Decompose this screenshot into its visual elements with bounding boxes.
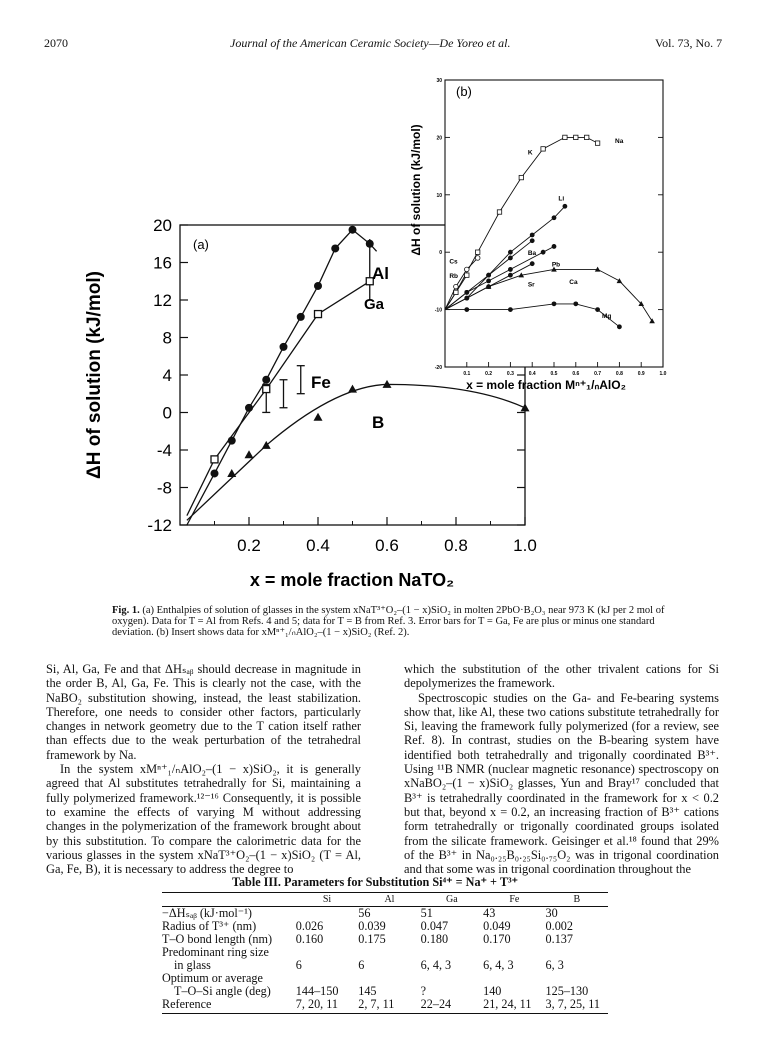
data-point-pb (552, 244, 557, 249)
data-point-pb (486, 279, 491, 284)
al-data-point (228, 437, 236, 445)
y-tick-label: 12 (153, 291, 172, 310)
data-point-na (595, 141, 599, 145)
table-cell: 0.026 (295, 919, 324, 933)
series-label-fe: Fe (311, 373, 331, 392)
x-tick-label: 1.0 (659, 371, 667, 377)
table-cell: 43 (483, 906, 496, 920)
data-point-li (508, 250, 513, 255)
y-tick-label: 8 (162, 328, 172, 348)
panel-a-ylabel: ΔH of solution (kJ/mol) (84, 271, 105, 479)
paragraph: Si, Al, Ga, Fe and that ΔHₛₐᵦ should decrease in magnitude in the order B, Al, Ga, Fe. This is clearly not the case, with the NaBO₂ substitution showing, instead, the least stabilization. Therefore, one needs to consider other factors, particularly changes in network geometry due to the T cation itself rather than effects due to the weak perturbation of the tetrahedral framework by Na. (46, 662, 361, 762)
table-cell: 6 (358, 958, 365, 972)
caption-text: (a) Enthalpies of solution of glasses in the system xNaT³⁺O₂–(1 − x)SiO₂ in molten 2PbO·B₂O₃ near 973 K (kJ per 2 mol of oxygen). Data for T = Al from Refs. 4 and 5; data for T = B from Ref. 3. Error bars for T = Ga, Fe are plus or minus one standard deviation. (b) Insert shows data for xMⁿ⁺₁/ₙAlO₂–(1 − x)SiO₂ (Ref. 2). (112, 605, 665, 638)
table-cell (296, 907, 358, 921)
table-cell: T–O–Si angle (deg) (174, 984, 271, 998)
data-point-pb (508, 267, 513, 272)
x-tick-label: 0.5 (550, 371, 558, 377)
table-cell: 0.047 (420, 919, 449, 933)
parameters-table (162, 892, 608, 1014)
data-point-sr (464, 296, 469, 301)
data-point-k (541, 147, 545, 151)
data-point-mg (552, 301, 557, 306)
series-label-li: Li (558, 195, 565, 203)
table-iii (162, 875, 608, 1014)
table-cell: 0.039 (358, 919, 386, 933)
ga-data-point (211, 456, 218, 463)
data-point-cs (454, 284, 459, 289)
table-column-header: Ga (421, 893, 483, 907)
data-point-mg (508, 307, 513, 312)
figure-caption (112, 605, 672, 638)
data-point-mg (617, 324, 622, 329)
panel-b-ylabel: ΔH of solution (kJ/mol) (409, 124, 423, 256)
data-point-ba (530, 238, 535, 243)
b-data-point (348, 385, 357, 393)
al-data-point (245, 404, 253, 412)
series-label-b: B (372, 413, 385, 432)
table-cell: Radius of T³⁺ (nm) (162, 919, 257, 933)
series-label-sr: Sr (527, 281, 535, 289)
data-point-k (563, 135, 567, 139)
table-cell: 145 (358, 984, 377, 998)
x-tick-label: 0.8 (615, 371, 623, 377)
table-cell: Reference (162, 998, 296, 1014)
table-column-header: Al (358, 893, 420, 907)
data-point-k (476, 250, 480, 254)
y-tick-label: -10 (434, 307, 442, 314)
series-label-na: Na (615, 138, 624, 146)
series-label-ga: Ga (364, 296, 385, 313)
data-point-pb (464, 290, 469, 295)
table-row (162, 946, 608, 959)
x-tick-label: 0.7 (594, 371, 602, 377)
table-column-header: Si (296, 893, 358, 907)
series-label-al: Al (372, 264, 389, 283)
al-data-point (280, 343, 288, 351)
series-label-pb: Pb (551, 261, 561, 269)
table-cell: ? (420, 984, 427, 998)
body-column-right (404, 662, 719, 876)
data-point-li (563, 204, 568, 209)
table-cell (421, 972, 483, 985)
table-cell: 6, 4, 3 (483, 958, 514, 972)
b-data-point (227, 469, 236, 477)
table-cell: Optimum or average (162, 971, 263, 985)
paragraph: Spectroscopic studies on the Ga- and Fe-bearing systems show that, like Al, these two cations substitute tetrahedrally for Si, leaving the framework fully polymerized (for a review, see Ref. 8). In contrast, studies on the B-bearing system have identified both tetrahedrally and trigonally coordinated B³⁺. Using ¹¹B NMR (nuclear magnetic resonance) spectroscopy on xNaBO₂–(1 − x)SiO₂ glasses, Yun and Bray¹⁷ concluded that B³⁺ is tetrahedrally coordinated in the framework for x < 0.2 but that, beyond x = 0.2, an increasing fraction of B³⁺ cations form tetrahedrally or trigonally coordinated groups isolated from the silicate framework. Geisinger et al.¹⁸ found that 29% of the B³⁺ in Na₀.₂₅B₀.₂₅Si₀.₇₅O₂ was in trigonal coordination and that some was in trigonal coordination throughout the (404, 690, 719, 877)
body-column-left (46, 662, 361, 876)
panel-a-xlabel: x = mole fraction NaTO₂ (249, 570, 455, 590)
table-cell: 6, 3 (545, 958, 564, 972)
data-point-ba (486, 273, 491, 278)
table-cell: 0.137 (545, 932, 573, 946)
table-cell: −ΔHₛₐᵦ (kJ·mol⁻¹) (162, 906, 252, 920)
table-cell: 144–150 (295, 984, 339, 998)
table-cell: 2, 7, 11 (358, 998, 420, 1014)
table-column-header: B (546, 893, 608, 907)
x-tick-label: 0.6 (375, 536, 399, 555)
table-cell: 22–24 (421, 998, 483, 1014)
table-cell (358, 946, 420, 959)
data-point-sr (530, 261, 535, 266)
x-tick-label: 0.8 (444, 536, 468, 555)
page-number: 2070 (44, 36, 68, 50)
y-tick-label: 20 (436, 135, 442, 142)
y-tick-label: 30 (436, 78, 442, 84)
table-cell: 6 (295, 958, 302, 972)
series-label-ca: Ca (569, 278, 578, 286)
table-cell: 140 (483, 984, 502, 998)
al-data-point (349, 226, 357, 234)
table-cell: 30 (545, 906, 558, 920)
table-cell (296, 946, 358, 959)
x-tick-label: 0.4 (528, 371, 536, 377)
y-tick-label: -12 (147, 516, 172, 535)
x-tick-label: 0.1 (463, 371, 471, 377)
x-tick-label: 0.2 (485, 371, 493, 377)
table-cell: 0.049 (483, 919, 511, 933)
y-tick-label: 4 (162, 366, 172, 385)
x-tick-label: 0.3 (506, 371, 514, 377)
data-point-pb (541, 250, 546, 255)
x-tick-label: 0.9 (637, 371, 645, 377)
data-point-k (497, 210, 501, 214)
data-point-li (552, 215, 557, 220)
b-data-point (314, 413, 323, 421)
ga-data-point (315, 311, 322, 318)
y-tick-label: 10 (436, 192, 442, 199)
y-tick-label: 16 (153, 253, 172, 273)
al-data-point (211, 469, 219, 477)
table-cell: 21, 24, 11 (483, 998, 545, 1014)
series-label-rb: Rb (449, 273, 459, 281)
series-line-ga (187, 281, 370, 515)
ga-data-point (263, 386, 270, 393)
chart-panel-b (409, 78, 667, 392)
table-cell: 7, 20, 11 (296, 998, 358, 1014)
b-data-point (521, 403, 530, 411)
series-label-cs: Cs (449, 258, 458, 266)
table-cell: 0.170 (483, 932, 511, 946)
data-point-mg (595, 307, 600, 312)
data-point-cs (475, 256, 480, 261)
series-label-ba: Ba (527, 250, 537, 258)
data-point-li (530, 233, 535, 238)
y-tick-label: 20 (153, 216, 172, 235)
b-data-point (245, 450, 254, 458)
x-tick-label: 1.0 (513, 536, 537, 555)
al-data-point (262, 376, 270, 384)
panel-b-label: (b) (456, 84, 472, 99)
al-data-point (297, 313, 305, 321)
data-point-rb (454, 290, 458, 294)
y-tick-label: 0 (162, 403, 172, 423)
x-tick-label: 0.2 (237, 536, 261, 555)
table-cell: 0.180 (420, 932, 449, 946)
table-cell: in glass (174, 958, 211, 972)
al-data-point (314, 282, 322, 290)
paragraph: which the substitution of the other trivalent cations for Si depolymerizes the framework. (404, 662, 719, 691)
panel-a-label: (a) (193, 237, 209, 252)
volume-info: Vol. 73, No. 7 (655, 36, 723, 50)
data-point-k (519, 175, 523, 179)
data-point-rb (465, 273, 469, 277)
caption-label: Fig. 1. (112, 605, 140, 616)
y-tick-label: -20 (434, 365, 442, 371)
y-tick-label: -8 (156, 478, 172, 498)
journal-title: Journal of the American Ceramic Society—De Yoreo et al. (230, 36, 511, 50)
table-cell: 6, 4, 3 (420, 958, 452, 972)
table-cell: T–O bond length (nm) (162, 932, 273, 946)
table-cell: 51 (420, 906, 433, 920)
data-point-mg (464, 307, 469, 312)
x-tick-label: 0.6 (572, 371, 580, 377)
table-row (162, 907, 608, 921)
table-cell: 125–130 (545, 984, 589, 998)
table-cell: 0.175 (358, 932, 386, 946)
table-cell: 56 (358, 906, 371, 920)
panel-b-xlabel: x = mole fraction Mⁿ⁺₁/ₙAlO₂ (466, 378, 626, 392)
y-tick-label: -4 (156, 441, 172, 460)
y-tick-label: 0 (439, 250, 442, 257)
al-data-point (366, 240, 374, 248)
data-point-cs (465, 267, 470, 272)
data-point-na (585, 135, 589, 139)
table-column-header: Fe (483, 893, 545, 907)
series-line-al (353, 230, 377, 252)
series-label-mg: Mg (601, 313, 612, 321)
table-column-header (162, 893, 296, 907)
table-cell: 0.002 (545, 919, 573, 933)
panel-b-frame (445, 80, 663, 367)
data-point-mg (573, 301, 578, 306)
data-point-na (574, 135, 578, 139)
table-row (162, 998, 608, 1014)
data-point-sr (508, 273, 513, 278)
al-data-point (331, 244, 339, 252)
series-label-k: K (527, 149, 533, 157)
table-header-row (162, 893, 608, 907)
table-cell: Predominant ring size (162, 945, 269, 959)
series-line-b (187, 384, 525, 520)
table-cell: 3, 7, 25, 11 (546, 998, 608, 1014)
data-point-ba (508, 256, 513, 261)
table-cell: 0.160 (295, 932, 324, 946)
x-tick-label: 0.4 (306, 536, 330, 555)
table-title: Table III. Parameters for Substitution Si⁴⁺ = Na⁺ + T³⁺ (231, 875, 519, 889)
paragraph: In the system xMⁿ⁺₁/ₙAlO₂–(1 − x)SiO₂, it is generally agreed that Al substitutes tetrahedrally for Si, maintaining a fully polymerized framework.¹²⁻¹⁶ Consequently, it is possible to examine the effects of varying M without addressing changes in the polymerization of the framework brought about by this substitution. To compare the calorimetric data for the various glasses in the system xNaT³⁺O₂–(1 − x)SiO₂ (T = Al, Ga, Fe, B), it is necessary to address the degree to (46, 762, 361, 877)
